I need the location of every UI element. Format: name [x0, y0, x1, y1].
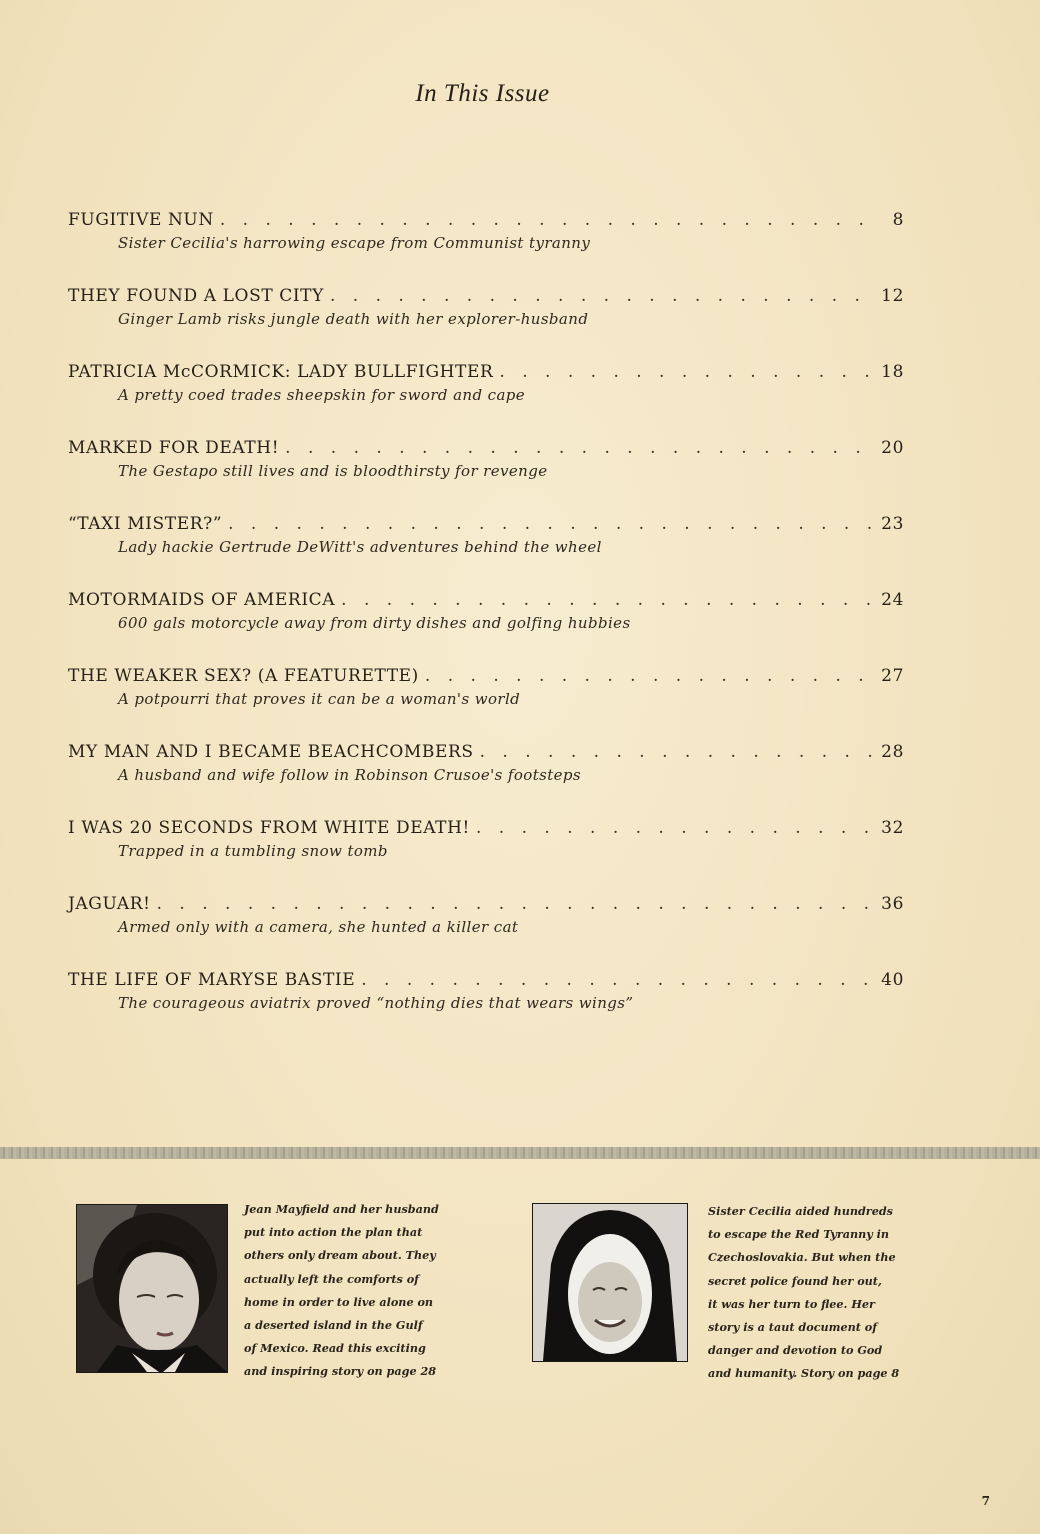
toc-page-number: 24 — [881, 590, 904, 610]
toc-entry[interactable] — [68, 210, 904, 286]
toc-description: Sister Cecilia's harrowing escape from Communist tyranny — [118, 234, 591, 252]
dot-leader — [220, 210, 872, 230]
toc-description: Trapped in a tumbling snow tomb — [118, 842, 388, 860]
section-divider — [0, 1147, 1040, 1159]
dot-leader — [228, 514, 872, 534]
toc-title: PATRICIA McCORMICK: LADY BULLFIGHTER — [68, 362, 494, 382]
photo-caption: Jean Mayfield and her husband put into action the plan that others only dream about. They actually left the comforts of home in order to live alone on a deserted island in the Gulf of Mexico. Read this exciting and inspiring story on page 28 — [244, 1202, 439, 1379]
page-title: In This Issue — [415, 80, 550, 107]
toc-entry[interactable] — [68, 514, 904, 590]
toc-title: THE LIFE OF MARYSE BASTIE — [68, 970, 356, 990]
toc-entry[interactable] — [68, 438, 904, 514]
toc-description: A pretty coed trades sheepskin for sword and cape — [118, 386, 526, 404]
dot-leader — [476, 818, 872, 838]
toc-title: JAGUAR! — [68, 894, 151, 914]
dot-leader — [330, 286, 872, 306]
toc-title: MOTORMAIDS OF AMERICA — [68, 590, 336, 610]
toc-page-number: 32 — [881, 818, 904, 838]
toc-entry[interactable] — [68, 362, 904, 438]
toc-description: The courageous aviatrix proved “nothing dies that wears wings” — [118, 994, 634, 1012]
dot-leader — [157, 894, 872, 914]
toc-description: A potpourri that proves it can be a woman's world — [118, 690, 521, 708]
toc-page-number: 28 — [881, 742, 904, 762]
toc-entry[interactable] — [68, 742, 904, 818]
dot-leader — [480, 742, 872, 762]
toc-entry[interactable] — [68, 894, 904, 970]
toc-title: MARKED FOR DEATH! — [68, 438, 280, 458]
photo-caption: Sister Cecilia aided hundreds to escape the Red Tyranny in Czechoslovakia. But when the secret police found her out, it was her turn to flee. Her story is a taut document of danger and devotion to God and humanity. Story on page 8 — [708, 1204, 900, 1381]
toc-page-number: 8 — [892, 210, 904, 230]
woman-portrait-photo — [76, 1204, 228, 1373]
dot-leader — [361, 970, 872, 990]
nun-portrait-photo — [532, 1203, 688, 1362]
toc-page-number: 18 — [881, 362, 904, 382]
toc-title: I WAS 20 SECONDS FROM WHITE DEATH! — [68, 818, 470, 838]
toc-page-number: 36 — [881, 894, 904, 914]
toc-description: A husband and wife follow in Robinson Crusoe's footsteps — [118, 766, 582, 784]
table-of-contents — [68, 210, 904, 1046]
toc-entry[interactable] — [68, 666, 904, 742]
dot-leader — [285, 438, 872, 458]
toc-title: MY MAN AND I BECAME BEACHCOMBERS — [68, 742, 474, 762]
dot-leader — [341, 590, 872, 610]
toc-description: Armed only with a camera, she hunted a killer cat — [118, 918, 519, 936]
toc-title: THEY FOUND A LOST CITY — [68, 286, 324, 306]
toc-title: FUGITIVE NUN — [68, 210, 214, 230]
toc-page-number: 27 — [881, 666, 904, 686]
toc-title: “TAXI MISTER?” — [68, 514, 223, 534]
toc-entry[interactable] — [68, 970, 904, 1046]
toc-description: Ginger Lamb risks jungle death with her explorer-husband — [118, 310, 589, 328]
toc-page-number: 23 — [881, 514, 904, 534]
toc-page-number: 20 — [881, 438, 904, 458]
dot-leader — [425, 666, 872, 686]
toc-entry[interactable] — [68, 286, 904, 362]
toc-page-number: 40 — [881, 970, 904, 990]
toc-description: The Gestapo still lives and is bloodthirsty for revenge — [118, 462, 548, 480]
dot-leader — [499, 362, 872, 382]
toc-description: 600 gals motorcycle away from dirty dishes and golfing hubbies — [118, 614, 631, 632]
toc-title: THE WEAKER SEX? (A FEATURETTE) — [68, 666, 419, 686]
toc-entry[interactable] — [68, 818, 904, 894]
page-number: 7 — [981, 1494, 990, 1508]
toc-description: Lady hackie Gertrude DeWitt's adventures behind the wheel — [118, 538, 602, 556]
toc-entry[interactable] — [68, 590, 904, 666]
toc-page-number: 12 — [881, 286, 904, 306]
